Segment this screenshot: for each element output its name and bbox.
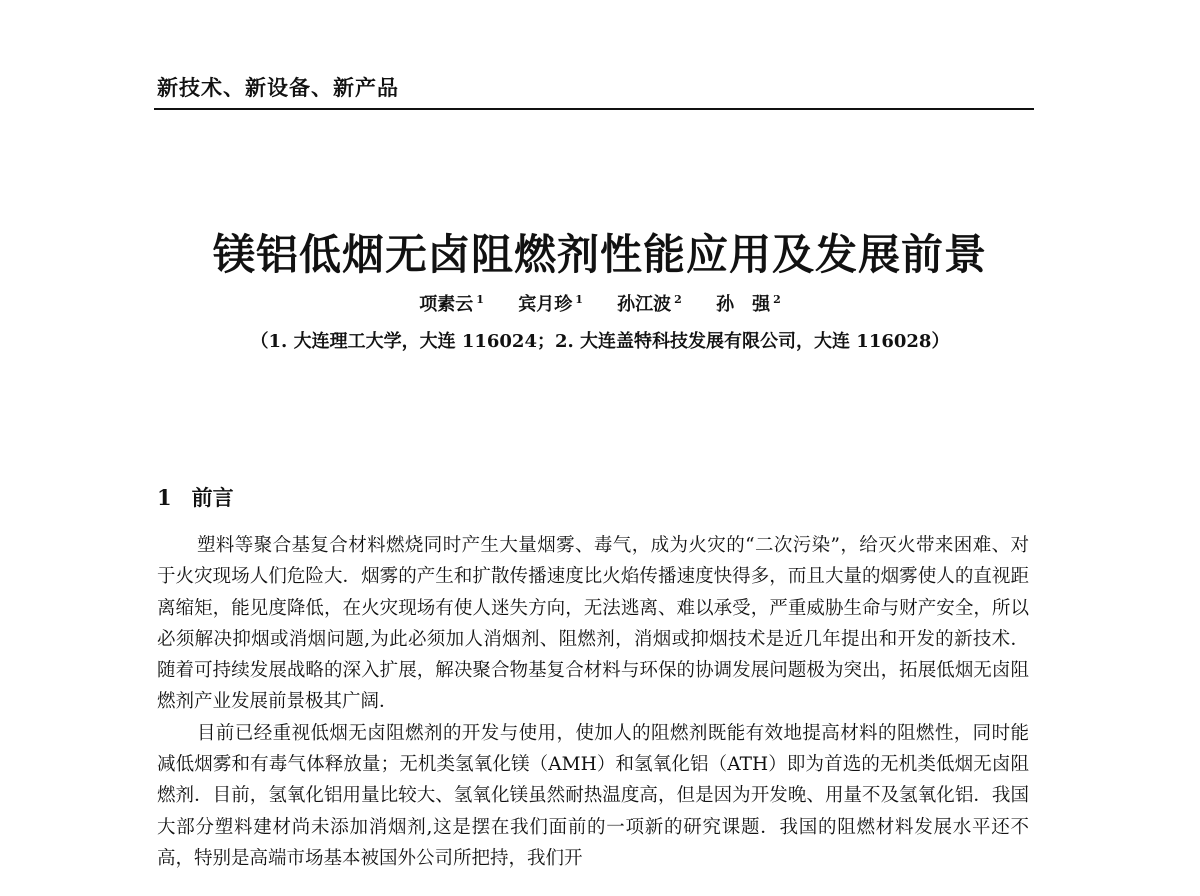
author-name: 孙 强	[716, 294, 771, 315]
section-header: 新技术、新设备、新产品	[157, 75, 399, 100]
section-number: 1	[157, 485, 172, 510]
author	[419, 294, 484, 315]
author-list	[0, 290, 1200, 316]
author-affiliation-mark: 2	[674, 293, 682, 306]
paragraph: 目前已经重视低烟无卤阻燃剂的开发与使用，使加人的阻燃剂既能有效地提高材料的阻燃性，同时能减低烟雾和有毒气体释放量；无机类氢氧化镁（AMH）和氢氧化铝（ATH）即为首选的无机类低烟无卤阻燃剂．目前，氢氧化铝用量比较大、氢氧化镁虽然耐热温度高，但是因为开发晚、用量不及氢氧化铝．我国大部分塑料建材尚未添加消烟剂,这是摆在我们面前的一项新的研究课题．我国的阻燃材料发展水平还不高，特别是高端市场基本被国外公司所把持，我们开	[157, 722, 1029, 869]
author	[716, 294, 781, 315]
author-name: 项素云	[419, 294, 474, 315]
header-rule	[154, 108, 1034, 110]
author	[617, 294, 682, 315]
author-affiliation-mark: 2	[773, 293, 781, 306]
section-title: 前言	[191, 486, 234, 510]
author-affiliation-mark: 1	[575, 293, 583, 306]
author-name: 孙江波	[617, 294, 672, 315]
author-affiliation-mark: 1	[476, 293, 484, 306]
paper-title: 镁铝低烟无卤阻燃剂性能应用及发展前景	[212, 230, 987, 279]
affiliations: （1. 大连理工大学，大连 116024；2. 大连盖特科技发展有限公司，大连 116028）	[250, 331, 950, 352]
author	[518, 294, 583, 315]
paragraph: 塑料等聚合基复合材料燃烧同时产生大量烟雾、毒气，成为火灾的“二次污染”，给灭火带来困难、对于火灾现场人们危险大．烟雾的产生和扩散传播速度比火焰传播速度快得多，而且大量的烟雾使人的直视距离缩矩，能见度降低，在火灾现场有使人迷失方向，无法逃离、难以承受，严重威胁生命与财产安全，所以必须解决抑烟或消烟问题,为此必须加人消烟剂、阻燃剂，消烟或抑烟技术是近几年提出和开发的新技术．随着可持续发展战略的深入扩展，解决聚合物基复合材料与环保的协调发展问题极为突出，拓展低烟无卤阻燃剂产业发展前景极其广阔．	[157, 535, 1029, 713]
author-name: 宾月珍	[518, 294, 573, 315]
body-text	[157, 530, 1029, 874]
section-heading	[157, 482, 234, 512]
